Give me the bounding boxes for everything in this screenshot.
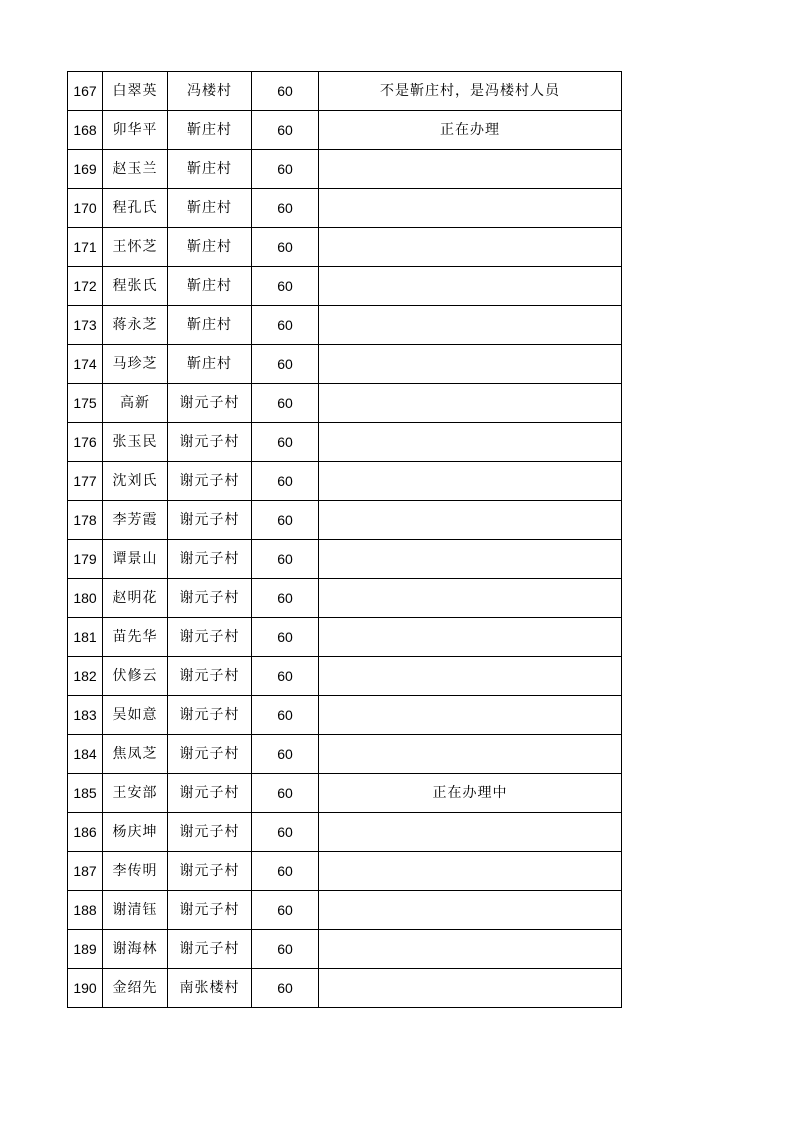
note-cell — [319, 462, 622, 501]
row-number-cell: 187 — [68, 852, 103, 891]
amount-cell: 60 — [252, 579, 319, 618]
row-number-cell: 177 — [68, 462, 103, 501]
row-number-cell: 186 — [68, 813, 103, 852]
amount-cell: 60 — [252, 72, 319, 111]
table-row — [68, 774, 622, 813]
village-cell: 谢元子村 — [168, 618, 252, 657]
row-number-cell: 170 — [68, 189, 103, 228]
amount-cell: 60 — [252, 189, 319, 228]
village-cell: 靳庄村 — [168, 150, 252, 189]
table-row — [68, 150, 622, 189]
roster-body — [68, 72, 622, 1008]
note-cell — [319, 657, 622, 696]
table-row — [68, 462, 622, 501]
note-cell — [319, 813, 622, 852]
row-number-cell: 173 — [68, 306, 103, 345]
person-name-cell: 焦凤芝 — [103, 735, 168, 774]
note-cell — [319, 345, 622, 384]
note-cell — [319, 891, 622, 930]
table-row — [68, 384, 622, 423]
village-cell: 谢元子村 — [168, 540, 252, 579]
note-cell — [319, 540, 622, 579]
note-cell: 正在办理中 — [319, 774, 622, 813]
village-cell: 谢元子村 — [168, 579, 252, 618]
person-name-cell: 赵玉兰 — [103, 150, 168, 189]
person-name-cell: 谢清钰 — [103, 891, 168, 930]
note-cell — [319, 189, 622, 228]
amount-cell: 60 — [252, 345, 319, 384]
table-row — [68, 813, 622, 852]
person-name-cell: 白翠英 — [103, 72, 168, 111]
note-cell — [319, 696, 622, 735]
table-row — [68, 735, 622, 774]
amount-cell: 60 — [252, 540, 319, 579]
amount-cell: 60 — [252, 306, 319, 345]
row-number-cell: 172 — [68, 267, 103, 306]
person-name-cell: 吴如意 — [103, 696, 168, 735]
row-number-cell: 185 — [68, 774, 103, 813]
row-number-cell: 182 — [68, 657, 103, 696]
person-name-cell: 谢海林 — [103, 930, 168, 969]
row-number-cell: 169 — [68, 150, 103, 189]
village-cell: 靳庄村 — [168, 189, 252, 228]
village-cell: 谢元子村 — [168, 930, 252, 969]
amount-cell: 60 — [252, 462, 319, 501]
person-name-cell: 高新 — [103, 384, 168, 423]
row-number-cell: 190 — [68, 969, 103, 1008]
person-name-cell: 张玉民 — [103, 423, 168, 462]
person-name-cell: 李芳霞 — [103, 501, 168, 540]
village-cell: 靳庄村 — [168, 306, 252, 345]
note-cell — [319, 384, 622, 423]
person-name-cell: 谭景山 — [103, 540, 168, 579]
amount-cell: 60 — [252, 501, 319, 540]
row-number-cell: 178 — [68, 501, 103, 540]
note-cell — [319, 852, 622, 891]
note-cell — [319, 930, 622, 969]
amount-cell: 60 — [252, 228, 319, 267]
note-cell — [319, 423, 622, 462]
row-number-cell: 189 — [68, 930, 103, 969]
amount-cell: 60 — [252, 774, 319, 813]
person-name-cell: 沈刘氏 — [103, 462, 168, 501]
amount-cell: 60 — [252, 813, 319, 852]
amount-cell: 60 — [252, 930, 319, 969]
row-number-cell: 183 — [68, 696, 103, 735]
row-number-cell: 167 — [68, 72, 103, 111]
row-number-cell: 168 — [68, 111, 103, 150]
table-row — [68, 930, 622, 969]
person-name-cell: 赵明花 — [103, 579, 168, 618]
note-cell — [319, 228, 622, 267]
village-cell: 谢元子村 — [168, 384, 252, 423]
table-row — [68, 306, 622, 345]
village-cell: 靳庄村 — [168, 111, 252, 150]
row-number-cell: 184 — [68, 735, 103, 774]
amount-cell: 60 — [252, 852, 319, 891]
village-cell: 谢元子村 — [168, 813, 252, 852]
village-cell: 谢元子村 — [168, 657, 252, 696]
village-cell: 冯楼村 — [168, 72, 252, 111]
note-cell — [319, 579, 622, 618]
person-name-cell: 蒋永芝 — [103, 306, 168, 345]
person-name-cell: 马珍芝 — [103, 345, 168, 384]
amount-cell: 60 — [252, 891, 319, 930]
amount-cell: 60 — [252, 150, 319, 189]
person-name-cell: 王安部 — [103, 774, 168, 813]
person-name-cell: 苗先华 — [103, 618, 168, 657]
table-row — [68, 267, 622, 306]
amount-cell: 60 — [252, 267, 319, 306]
note-cell: 不是靳庄村，是冯楼村人员 — [319, 72, 622, 111]
table-row — [68, 72, 622, 111]
note-cell: 正在办理 — [319, 111, 622, 150]
person-name-cell: 程孔氏 — [103, 189, 168, 228]
note-cell — [319, 150, 622, 189]
table-row — [68, 891, 622, 930]
table-row — [68, 228, 622, 267]
amount-cell: 60 — [252, 657, 319, 696]
row-number-cell: 174 — [68, 345, 103, 384]
village-cell: 谢元子村 — [168, 501, 252, 540]
table-row — [68, 501, 622, 540]
amount-cell: 60 — [252, 969, 319, 1008]
row-number-cell: 188 — [68, 891, 103, 930]
table-row — [68, 111, 622, 150]
row-number-cell: 175 — [68, 384, 103, 423]
amount-cell: 60 — [252, 618, 319, 657]
table-row — [68, 540, 622, 579]
village-cell: 靳庄村 — [168, 267, 252, 306]
note-cell — [319, 735, 622, 774]
table-row — [68, 696, 622, 735]
person-name-cell: 金绍先 — [103, 969, 168, 1008]
note-cell — [319, 267, 622, 306]
row-number-cell: 176 — [68, 423, 103, 462]
table-row — [68, 852, 622, 891]
village-cell: 谢元子村 — [168, 891, 252, 930]
village-cell: 南张楼村 — [168, 969, 252, 1008]
note-cell — [319, 501, 622, 540]
person-name-cell: 李传明 — [103, 852, 168, 891]
person-name-cell: 王怀芝 — [103, 228, 168, 267]
village-cell: 靳庄村 — [168, 345, 252, 384]
table-row — [68, 657, 622, 696]
roster-table — [67, 71, 622, 1008]
table-row — [68, 345, 622, 384]
village-cell: 谢元子村 — [168, 852, 252, 891]
village-cell: 谢元子村 — [168, 423, 252, 462]
person-name-cell: 程张氏 — [103, 267, 168, 306]
village-cell: 谢元子村 — [168, 774, 252, 813]
note-cell — [319, 969, 622, 1008]
amount-cell: 60 — [252, 696, 319, 735]
table-row — [68, 579, 622, 618]
village-cell: 谢元子村 — [168, 735, 252, 774]
table-row — [68, 969, 622, 1008]
village-cell: 谢元子村 — [168, 462, 252, 501]
person-name-cell: 杨庆坤 — [103, 813, 168, 852]
table-row — [68, 618, 622, 657]
row-number-cell: 181 — [68, 618, 103, 657]
village-cell: 靳庄村 — [168, 228, 252, 267]
table-row — [68, 189, 622, 228]
amount-cell: 60 — [252, 735, 319, 774]
amount-cell: 60 — [252, 111, 319, 150]
row-number-cell: 179 — [68, 540, 103, 579]
row-number-cell: 171 — [68, 228, 103, 267]
note-cell — [319, 618, 622, 657]
amount-cell: 60 — [252, 384, 319, 423]
row-number-cell: 180 — [68, 579, 103, 618]
person-name-cell: 卯华平 — [103, 111, 168, 150]
village-cell: 谢元子村 — [168, 696, 252, 735]
note-cell — [319, 306, 622, 345]
person-name-cell: 伏修云 — [103, 657, 168, 696]
table-row — [68, 423, 622, 462]
amount-cell: 60 — [252, 423, 319, 462]
